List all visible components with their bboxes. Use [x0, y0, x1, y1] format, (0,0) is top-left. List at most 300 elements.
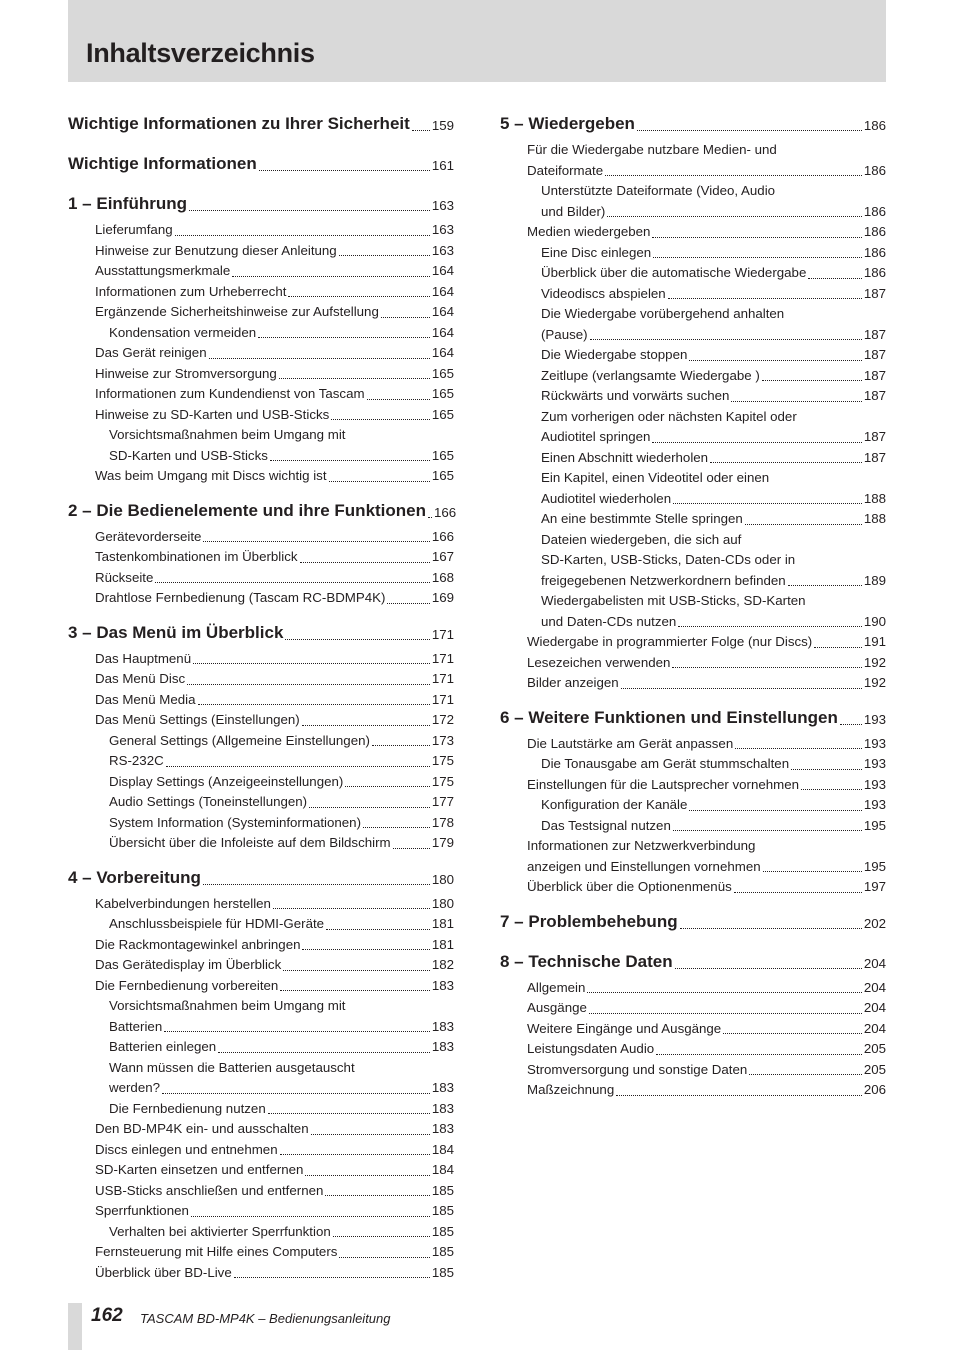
toc-entry[interactable]	[68, 792, 454, 813]
toc-entry-text: Wiedergabelisten mit USB-Sticks, SD-Karten	[541, 593, 806, 608]
toc-page-number: 163	[431, 222, 454, 237]
dot-leader	[673, 503, 862, 504]
toc-entry[interactable]	[500, 345, 886, 366]
toc-entry[interactable]	[68, 894, 454, 915]
footer-bar	[68, 1303, 82, 1350]
toc-entry[interactable]	[68, 261, 454, 282]
chapter-spacer	[68, 176, 454, 180]
dot-leader	[587, 992, 861, 993]
toc-entry[interactable]	[500, 1019, 886, 1040]
toc-entry-text: und Bilder)	[541, 203, 606, 219]
toc-entry[interactable]	[500, 448, 886, 469]
toc-entry[interactable]	[500, 263, 886, 284]
toc-page-number: 163	[431, 242, 454, 258]
toc-chapter-title: 6 – Weitere Funktionen und Einstellungen	[500, 707, 838, 727]
toc-page-number: 186	[863, 224, 886, 239]
toc-entry[interactable]	[68, 731, 454, 752]
toc-page-number: 185	[431, 1264, 454, 1280]
toc-entry[interactable]	[68, 1037, 454, 1058]
toc-page-number: 173	[431, 732, 454, 748]
toc-page-number: 182	[431, 957, 454, 972]
toc-entry-text: Die Fernbedienung nutzen	[109, 1100, 266, 1116]
toc-entry-text: SD-Karten und USB-Sticks	[109, 447, 268, 463]
toc-page-number: 166	[431, 528, 454, 544]
toc-entry[interactable]	[68, 192, 454, 216]
toc-entry[interactable]	[68, 466, 454, 487]
toc-entry[interactable]	[500, 795, 886, 816]
dot-leader	[393, 848, 430, 849]
toc-entry-text: SD-Karten, USB-Sticks, Daten-CDs oder in	[541, 552, 796, 567]
toc-page-number: 204	[863, 1020, 886, 1036]
toc-page-number: 178	[431, 814, 454, 830]
toc-entry[interactable]	[500, 632, 886, 653]
toc-page-number: 164	[431, 263, 454, 278]
toc-entry-text: Allgemein	[527, 979, 586, 995]
toc-entry-text: Einen Abschnitt wiederholen	[541, 449, 709, 465]
toc-page-number: 186	[863, 244, 886, 260]
toc-page-number: 183	[431, 1121, 454, 1136]
toc-entry[interactable]	[500, 754, 886, 775]
toc-entry-text: Einstellungen für die Lautsprecher vornehmen	[527, 776, 800, 792]
dot-leader	[621, 688, 862, 689]
toc-page-number: 188	[863, 511, 886, 526]
toc-entry-text: Rückseite	[95, 569, 154, 585]
dot-leader	[762, 380, 862, 381]
toc-entry-text: Sperrfunktionen	[95, 1203, 189, 1218]
toc-entry[interactable]	[500, 161, 886, 182]
dot-leader	[311, 1134, 430, 1135]
dot-leader	[808, 278, 861, 279]
dot-leader	[302, 725, 430, 726]
toc-entry-text: An eine bestimmte Stelle springen	[541, 511, 743, 526]
toc-entry-text: System Information (Systeminformationen)	[109, 814, 361, 830]
toc-entry[interactable]	[500, 877, 886, 898]
dot-leader	[339, 255, 430, 256]
toc-page-number: 164	[431, 324, 454, 340]
toc-page-number: 184	[431, 1141, 454, 1157]
toc-entry-text: Medien wiedergeben	[527, 224, 651, 239]
dot-leader	[672, 667, 861, 668]
toc-entry-text: Hinweise zu SD-Karten und USB-Sticks	[95, 406, 330, 422]
dot-leader	[258, 337, 430, 338]
toc-entry-text: anzeigen und Einstellungen vornehmen	[527, 858, 761, 874]
toc-entry-text: Fernsteuerung mit Hilfe eines Computers	[95, 1244, 338, 1259]
toc-page-number: 193	[863, 756, 886, 771]
toc-entry-text: Stromversorgung und sonstige Daten	[527, 1061, 748, 1077]
toc-page-number: 187	[863, 347, 886, 362]
toc-entry-line	[68, 425, 454, 446]
toc-entry-text: Ergänzende Sicherheitshinweise zur Aufstellung	[95, 304, 379, 319]
toc-page-number: 163	[431, 198, 454, 213]
toc-chapter-title: Wichtige Informationen zu Ihrer Sicherheit	[68, 114, 410, 133]
toc-entry-text: Vorsichtsmaßnahmen beim Umgang mit	[109, 998, 346, 1013]
dot-leader	[637, 130, 862, 131]
toc-page-number: 171	[431, 650, 454, 666]
toc-entry-text: Ausgänge	[527, 1000, 587, 1015]
dot-leader	[589, 1013, 862, 1014]
toc-entry[interactable]	[500, 489, 886, 510]
toc-entry[interactable]	[68, 1222, 454, 1243]
dot-leader	[590, 339, 862, 340]
toc-page-number: 192	[863, 675, 886, 690]
toc-entry-text: Für die Wiedergabe nutzbare Medien- und	[527, 142, 777, 157]
dot-leader	[203, 884, 430, 885]
toc-entry[interactable]	[500, 1080, 886, 1101]
toc-page-number: 187	[863, 449, 886, 465]
dot-leader	[155, 582, 429, 583]
toc-page-number: 165	[431, 447, 454, 463]
toc-page-number: 164	[431, 304, 454, 319]
toc-entry-line	[68, 996, 454, 1017]
dot-leader	[162, 1093, 430, 1094]
toc-page-number: 165	[431, 386, 454, 401]
toc-entry-line	[500, 836, 886, 857]
page-header	[68, 0, 886, 82]
toc-page-number: 202	[863, 915, 886, 931]
toc-page-number: 186	[863, 203, 886, 219]
toc-page-number: 177	[431, 794, 454, 809]
toc-page-number: 180	[431, 895, 454, 911]
dot-leader	[689, 810, 861, 811]
dot-leader	[187, 684, 430, 685]
toc-entry[interactable]	[68, 621, 454, 645]
toc-page-number: 185	[431, 1244, 454, 1259]
dot-leader	[791, 769, 862, 770]
dot-leader	[166, 766, 430, 767]
toc-entry[interactable]	[500, 222, 886, 243]
toc-entry-line	[500, 181, 886, 202]
toc-entry[interactable]	[68, 112, 454, 136]
toc-page-number: 185	[431, 1223, 454, 1239]
toc-entry-line	[500, 140, 886, 161]
toc-entry[interactable]	[68, 527, 454, 548]
toc-entry[interactable]	[68, 282, 454, 303]
toc-page-number: 186	[863, 265, 886, 280]
dot-leader	[285, 639, 429, 640]
dot-leader	[814, 647, 862, 648]
toc-page-number: 187	[863, 388, 886, 403]
toc-entry-text: und Daten-CDs nutzen	[541, 613, 677, 629]
toc-page-number: 190	[863, 613, 886, 629]
toc-page-number: 205	[863, 1041, 886, 1056]
toc-entry[interactable]	[500, 571, 886, 592]
toc-entry[interactable]	[68, 220, 454, 241]
toc-entry-text: werden?	[109, 1080, 161, 1095]
toc-entry[interactable]	[68, 302, 454, 323]
toc-entry[interactable]	[68, 152, 454, 176]
dot-leader	[653, 257, 862, 258]
toc-entry[interactable]	[500, 950, 886, 974]
toc-page-number: 179	[431, 835, 454, 850]
dot-leader	[605, 175, 862, 176]
toc-entry[interactable]	[68, 588, 454, 609]
toc-entry-line	[500, 550, 886, 571]
dot-leader	[412, 130, 430, 131]
toc-page-number: 165	[431, 468, 454, 483]
dot-leader	[428, 517, 432, 518]
dot-leader	[734, 892, 862, 893]
toc-entry-text: Das Hauptmenü	[95, 650, 192, 666]
toc-entry[interactable]	[500, 775, 886, 796]
toc-entry-text: Dateien wiedergeben, die sich auf	[541, 531, 742, 547]
dot-leader	[333, 1236, 430, 1237]
dot-leader	[300, 562, 430, 563]
dot-leader	[280, 1154, 430, 1155]
toc-entry[interactable]	[68, 323, 454, 344]
toc-entry-text: Gerätevorderseite	[95, 528, 202, 544]
toc-entry[interactable]	[68, 649, 454, 670]
toc-entry[interactable]	[500, 673, 886, 694]
toc-page-number: 183	[431, 1100, 454, 1116]
dot-leader	[279, 378, 430, 379]
toc-entry-text: Informationen zum Urheberrecht	[95, 283, 287, 299]
dot-leader	[339, 1257, 429, 1258]
dot-leader	[209, 358, 430, 359]
toc-chapter-title: 8 – Technische Daten	[500, 951, 673, 971]
dot-leader	[189, 210, 430, 211]
toc-entry-text: Unterstützte Dateiformate (Video, Audio	[541, 183, 776, 198]
toc-entry-text: Das Testsignal nutzen	[541, 817, 671, 833]
toc-entry[interactable]	[68, 1119, 454, 1140]
toc-entry-text: Das Menü Settings (Einstellungen)	[95, 712, 300, 727]
toc-page-number: 186	[863, 162, 886, 178]
toc-entry[interactable]	[68, 1099, 454, 1120]
toc-column-left	[68, 112, 457, 1283]
toc-entry[interactable]	[68, 955, 454, 976]
toc-entry[interactable]	[500, 910, 886, 934]
toc-entry-text: Hinweise zur Stromversorgung	[95, 365, 277, 381]
toc-page-number: 187	[863, 429, 886, 444]
toc-entry-text: Discs einlegen und entnehmen	[95, 1141, 278, 1157]
toc-entry-text: Die Fernbedienung vorbereiten	[95, 977, 279, 993]
dot-leader	[668, 298, 862, 299]
toc-entry-text: General Settings (Allgemeine Einstellungen)	[109, 732, 370, 748]
toc-entry-text: Rückwärts und vorwärts suchen	[541, 388, 730, 403]
toc-entry[interactable]	[500, 284, 886, 305]
toc-entry[interactable]	[68, 1140, 454, 1161]
dot-leader	[198, 704, 430, 705]
toc-entry[interactable]	[68, 547, 454, 568]
toc-entry[interactable]	[500, 509, 886, 530]
dot-leader	[309, 807, 430, 808]
toc-entry[interactable]	[68, 690, 454, 711]
toc-entry[interactable]	[68, 343, 454, 364]
dot-leader	[191, 1216, 430, 1217]
toc-entry[interactable]	[68, 935, 454, 956]
dot-leader	[234, 1277, 430, 1278]
toc-entry-text: Den BD-MP4K ein- und ausschalten	[95, 1121, 309, 1136]
toc-page-number: 169	[431, 590, 454, 605]
toc-entry-text: Zum vorherigen oder nächsten Kapitel oder	[541, 408, 797, 424]
dot-leader	[367, 399, 430, 400]
toc-page-number: 195	[863, 817, 886, 833]
dot-leader	[326, 929, 430, 930]
toc-page-number: 167	[431, 549, 454, 564]
toc-entry[interactable]	[500, 366, 886, 387]
toc-page-number: 186	[863, 118, 886, 133]
toc-page-number: 193	[863, 797, 886, 812]
toc-entry[interactable]	[500, 706, 886, 730]
toc-page-number: 206	[863, 1082, 886, 1097]
toc-entry[interactable]	[68, 833, 454, 854]
toc-entry[interactable]	[68, 710, 454, 731]
toc-entry[interactable]	[68, 1017, 454, 1038]
toc-column-right	[500, 112, 886, 1101]
toc-entry-text: Kabelverbindungen herstellen	[95, 895, 271, 911]
toc-entry-text: USB-Sticks anschließen und entfernen	[95, 1182, 324, 1198]
toc-entry-line	[68, 1058, 454, 1079]
dot-leader	[288, 296, 429, 297]
dot-leader	[280, 990, 429, 991]
toc-entry-text: Batterien	[109, 1018, 163, 1034]
toc-entry[interactable]	[68, 976, 454, 997]
toc-entry[interactable]	[500, 978, 886, 999]
toc-entry-text: Audiotitel springen	[541, 429, 651, 444]
dot-leader	[345, 786, 430, 787]
toc-page-number: 204	[863, 955, 886, 971]
dot-leader	[268, 1113, 430, 1114]
toc-page-number: 164	[431, 345, 454, 360]
dot-leader	[840, 724, 862, 725]
toc-entry-line	[500, 304, 886, 325]
toc-entry-text: Batterien einlegen	[109, 1039, 217, 1054]
toc-entry[interactable]	[68, 772, 454, 793]
toc-entry-text: Konfiguration der Kanäle	[541, 797, 688, 812]
toc-entry[interactable]	[68, 1181, 454, 1202]
dot-leader	[689, 360, 861, 361]
toc-entry[interactable]	[68, 669, 454, 690]
toc-entry[interactable]	[500, 612, 886, 633]
dot-leader	[607, 216, 862, 217]
toc-entry[interactable]	[500, 325, 886, 346]
toc-page-number: 159	[431, 118, 454, 133]
toc-entry[interactable]	[68, 499, 457, 523]
toc-page-number: 166	[434, 504, 457, 520]
toc-entry[interactable]	[500, 1060, 886, 1081]
toc-page-number: 175	[431, 753, 454, 768]
toc-entry-text: Hinweise zur Benutzung dieser Anleitung	[95, 242, 337, 258]
toc-entry[interactable]	[68, 751, 454, 772]
toc-entry-text: Audiotitel wiederholen	[541, 490, 672, 506]
toc-entry[interactable]	[68, 1160, 454, 1181]
toc-page-number: 187	[863, 326, 886, 342]
toc-entry[interactable]	[68, 914, 454, 935]
toc-entry-text: Was beim Umgang mit Discs wichtig ist	[95, 468, 327, 483]
toc-entry[interactable]	[68, 241, 454, 262]
dot-leader	[273, 908, 430, 909]
toc-entry[interactable]	[68, 866, 454, 890]
toc-page-number: 197	[863, 879, 886, 894]
toc-page-number: 165	[431, 365, 454, 381]
chapter-spacer	[500, 934, 886, 938]
toc-entry[interactable]	[68, 568, 454, 589]
toc-entry[interactable]	[68, 813, 454, 834]
toc-page-number: 181	[431, 916, 454, 931]
toc-entry-text: Weitere Eingänge und Ausgänge	[527, 1020, 722, 1036]
toc-entry[interactable]	[500, 112, 886, 136]
toc-entry[interactable]	[68, 364, 454, 385]
toc-page-number: 193	[863, 735, 886, 751]
toc-entry-text: Anschlussbeispiele für HDMI-Geräte	[109, 916, 325, 931]
toc-entry-text: Maßzeichnung	[527, 1082, 615, 1097]
toc-entry-text: Die Wiedergabe vorübergehend anhalten	[541, 306, 785, 321]
toc-page-number: 181	[431, 936, 454, 952]
toc-entry-text: Informationen zum Kundendienst von Tascam	[95, 386, 365, 401]
toc-page-number: 165	[431, 406, 454, 422]
toc-page-number: 204	[863, 979, 886, 995]
dot-leader	[710, 462, 862, 463]
toc-chapter-title: 1 – Einführung	[68, 194, 187, 213]
toc-entry-text: Ein Kapitel, einen Videotitel oder einen	[541, 470, 770, 485]
toc-entry-text: Zeitlupe (verlangsamte Wiedergabe )	[541, 367, 760, 383]
dot-leader	[735, 748, 862, 749]
toc-entry-text: Ausstattungsmerkmale	[95, 263, 231, 278]
toc-entry-text: Kondensation vermeiden	[109, 324, 257, 340]
toc-entry[interactable]	[68, 1242, 454, 1263]
toc-entry-text: Lieferumfang	[95, 222, 173, 237]
toc-entry[interactable]	[500, 386, 886, 407]
toc-entry[interactable]	[68, 446, 454, 467]
toc-entry[interactable]	[68, 1263, 454, 1284]
toc-entry-text: Leistungsdaten Audio	[527, 1041, 655, 1056]
footer-page-number: 162	[91, 1305, 123, 1326]
toc-entry[interactable]	[68, 1201, 454, 1222]
toc-entry[interactable]	[500, 1039, 886, 1060]
toc-page-number: 192	[863, 654, 886, 670]
toc-page-number: 193	[863, 776, 886, 792]
toc-entry-text: Display Settings (Anzeigeeinstellungen)	[109, 773, 344, 789]
dot-leader	[372, 745, 430, 746]
toc-entry-text: freigegebenen Netzwerkordnern befinden	[541, 572, 786, 588]
toc-entry[interactable]	[500, 857, 886, 878]
toc-entry[interactable]	[68, 405, 454, 426]
dot-leader	[302, 949, 429, 950]
toc-entry-text: Die Wiedergabe stoppen	[541, 347, 688, 362]
toc-page-number: 185	[431, 1182, 454, 1198]
toc-entry[interactable]	[68, 1078, 454, 1099]
dot-leader	[270, 460, 430, 461]
chapter-spacer	[68, 136, 454, 140]
dot-leader	[283, 970, 430, 971]
toc-entry-text: Videodiscs abspielen	[541, 285, 666, 301]
toc-entry-line	[500, 530, 886, 551]
dot-leader	[381, 317, 430, 318]
toc-entry-text: Tastenkombinationen im Überblick	[95, 549, 298, 564]
toc-entry-text: (Pause)	[541, 326, 588, 342]
toc-entry-text: Das Menü Media	[95, 691, 196, 707]
toc-chapter-title: 4 – Vorbereitung	[68, 867, 201, 887]
toc-entry[interactable]	[500, 734, 886, 755]
dot-leader	[363, 827, 430, 828]
toc-chapter-title: 3 – Das Menü im Überblick	[68, 622, 284, 642]
dot-leader	[387, 603, 429, 604]
toc-entry-text: Eine Disc einlegen	[541, 244, 652, 260]
toc-chapter-title: 7 – Problembehebung	[500, 911, 678, 931]
toc-entry[interactable]	[500, 816, 886, 837]
toc-entry[interactable]	[68, 384, 454, 405]
toc-entry[interactable]	[500, 998, 886, 1019]
toc-entry-text: Überblick über BD-Live	[95, 1264, 232, 1280]
toc-entry[interactable]	[500, 653, 886, 674]
dot-leader	[788, 585, 862, 586]
toc-entry[interactable]	[500, 202, 886, 223]
toc-entry[interactable]	[500, 427, 886, 448]
toc-entry-text: Das Gerätedisplay im Überblick	[95, 957, 282, 972]
toc-entry[interactable]	[500, 243, 886, 264]
page-title: Inhaltsverzeichnis	[86, 38, 315, 68]
toc-page-number: 171	[431, 691, 454, 707]
toc-page-number: 189	[863, 572, 886, 588]
